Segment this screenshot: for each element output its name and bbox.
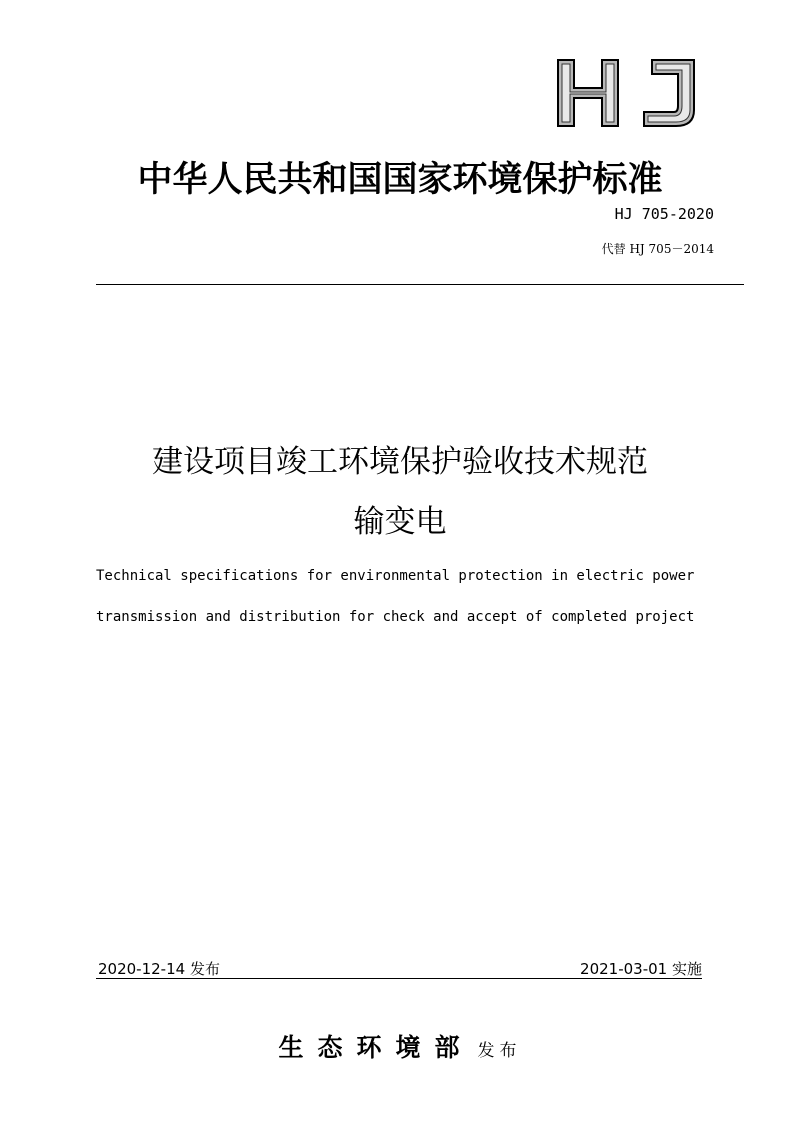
replaces-standard: 代替 HJ 705－2014 [601, 242, 714, 256]
header-divider [96, 284, 744, 285]
implementation-date: 2021-03-01 实施 [580, 960, 702, 978]
publisher-name: 生态环境部 [278, 1033, 474, 1062]
org-title: 中华人民共和国国家环境保护标准 [137, 159, 663, 200]
hj-logo-icon [556, 58, 696, 128]
publisher-suffix: 发布 [477, 1041, 522, 1061]
english-title-line-2: transmission and distribution for check and accept of completed project [96, 609, 695, 625]
issue-date: 2020-12-14 发布 [98, 960, 220, 978]
footer-divider [96, 978, 702, 979]
document-subtitle: 输变电 [353, 504, 447, 540]
english-title-line-1: Technical specifications for environmental protection in electric power [96, 568, 695, 584]
document-title: 建设项目竣工环境保护验收技术规范 [152, 444, 648, 480]
standard-number: HJ 705-2020 [614, 205, 714, 223]
publisher [0, 1028, 800, 1064]
